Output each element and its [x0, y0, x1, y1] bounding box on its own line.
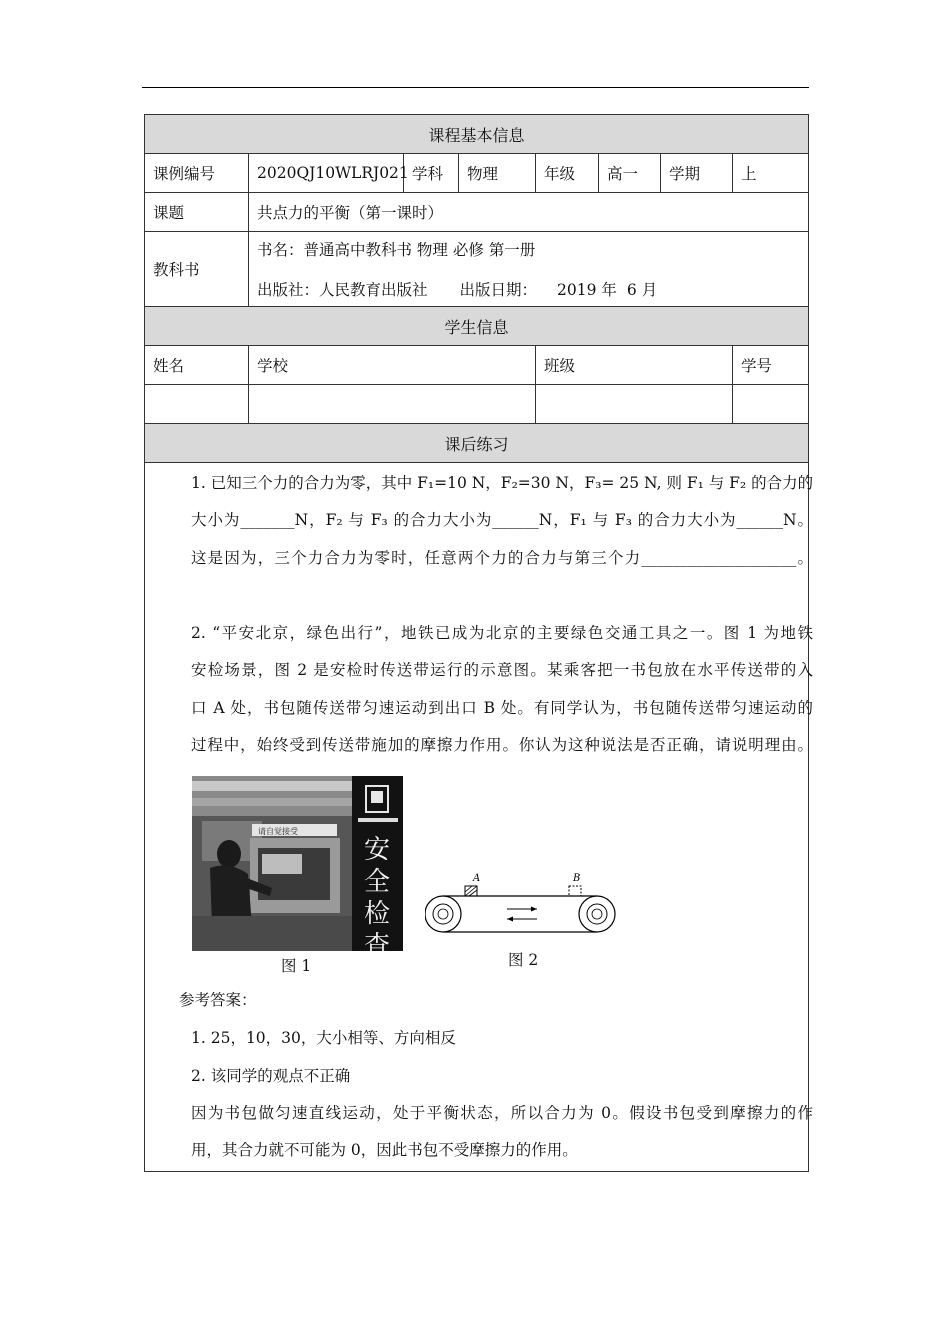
code-label: 课例编号 — [145, 154, 249, 193]
code-value: 2020QJ10WLRJ021 — [249, 154, 404, 193]
photo-screen-text: 请自觉接受 — [258, 827, 298, 836]
pub-month: 6 月 — [626, 281, 658, 299]
class-label: 班级 — [536, 346, 733, 385]
topic-value: 共点力的平衡（第一课时） — [249, 193, 809, 232]
textbook-name: 书名：普通高中教科书 物理 必修 第一册 — [257, 241, 536, 259]
school-field[interactable] — [249, 385, 536, 424]
name-field[interactable] — [145, 385, 249, 424]
answer-2: 2. 该同学的观点不正确 — [191, 1067, 351, 1085]
photo-sign-char-2: 全 — [363, 867, 391, 897]
photo-sign-char-3: 检 — [363, 899, 391, 929]
pub-date-label: 出版日期： — [459, 281, 538, 299]
question-2-line-2: 安检场景，图 2 是安检时传送带运行的示意图。某乘客把一书包放在水平传送带的入 — [191, 661, 813, 679]
question-1-line-1: 1. 已知三个力的合力为零，其中 F₁=10 N，F₂=30 N，F₃= 25 N, 则 F₁ 与 F₂ 的合力的 — [191, 474, 814, 492]
figure-2-diagram — [425, 871, 625, 951]
topic-label: 课题 — [145, 193, 249, 232]
diagram-label-b: B — [573, 873, 581, 884]
figure-1-caption: 图 1 — [281, 957, 312, 975]
publisher: 出版社：人民教育出版社 — [257, 281, 428, 299]
question-1-line-2: 大小为_______N，F₂ 与 F₃ 的合力大小为______N，F₁ 与 F₃ 的合力大小为______N。 — [191, 511, 813, 529]
answer-2-explain-line-1: 因为书包做匀速直线运动，处于平衡状态，所以合力为 0。假设书包受到摩擦力的作 — [191, 1104, 813, 1122]
figure-1-photo — [192, 776, 403, 951]
section-basic-info: 课程基本信息 — [145, 115, 809, 154]
question-2-line-1: 2. “平安北京，绿色出行”，地铁已成为北京的主要绿色交通工具之一。图 1 为地铁 — [191, 624, 813, 642]
header-rule — [142, 87, 809, 88]
question-1-line-3: 这是因为，三个力合力为零时，任意两个力的合力与第三个力____________________。 — [191, 549, 813, 567]
photo-sign-char-1: 安 — [363, 835, 391, 865]
exercise-content — [145, 463, 814, 1172]
textbook-publish-line — [257, 278, 800, 300]
class-field[interactable] — [536, 385, 733, 424]
grade-value: 高一 — [599, 154, 661, 193]
subject-value: 物理 — [459, 154, 536, 193]
textbook-label: 教科书 — [145, 232, 249, 307]
diagram-label-a: A — [473, 873, 481, 884]
answer-2-explain-line-2: 用，其合力就不可能为 0，因此书包不受摩擦力的作用。 — [191, 1141, 578, 1159]
student-id-field[interactable] — [733, 385, 809, 424]
student-id-label: 学号 — [733, 346, 809, 385]
subject-label: 学科 — [404, 154, 459, 193]
answer-label: 参考答案： — [179, 991, 257, 1009]
figure-2-caption: 图 2 — [508, 951, 539, 969]
textbook-info — [249, 232, 809, 307]
course-form — [144, 114, 814, 1172]
school-label: 学校 — [249, 346, 536, 385]
name-label: 姓名 — [145, 346, 249, 385]
term-label: 学期 — [661, 154, 733, 193]
answer-1: 1. 25，10，30，大小相等、方向相反 — [191, 1029, 456, 1047]
photo-sign-char-4: 查 — [363, 931, 391, 951]
section-exercise: 课后练习 — [145, 424, 809, 463]
pub-year: 2019 年 — [557, 281, 617, 299]
question-2-line-3: 口 A 处，书包随传送带匀速运动到出口 B 处。有同学认为，书包随传送带匀速运动的 — [191, 699, 813, 717]
term-value: 上 — [733, 154, 809, 193]
grade-label: 年级 — [536, 154, 599, 193]
section-student-info: 学生信息 — [145, 307, 809, 346]
question-2-line-4: 过程中，始终受到传送带施加的摩擦力作用。你认为这种说法是否正确，请说明理由。 — [191, 736, 813, 754]
